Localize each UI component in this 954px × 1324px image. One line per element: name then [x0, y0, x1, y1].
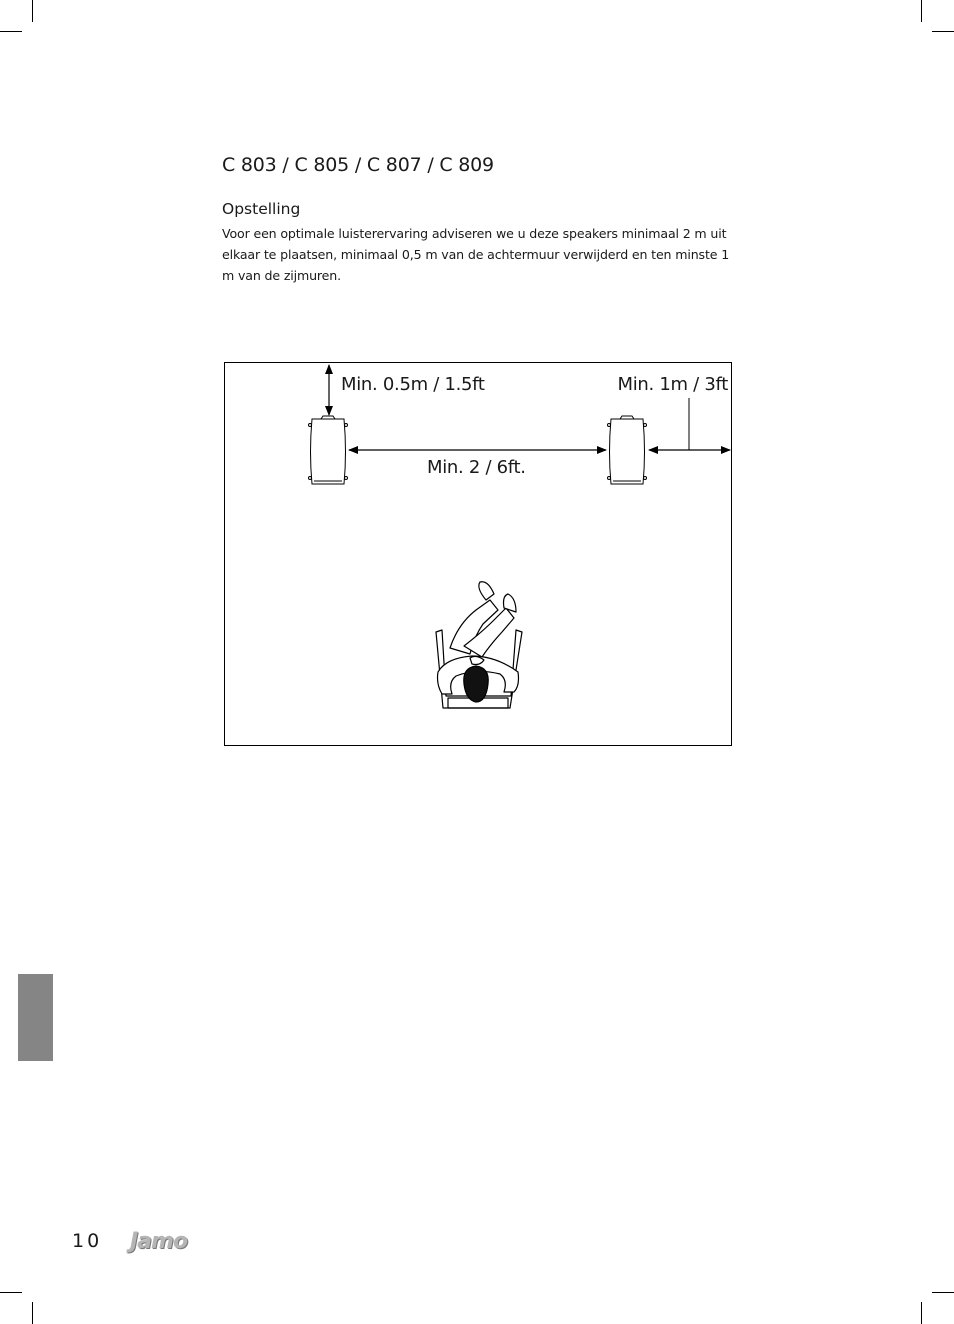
- crop-mark-top-left-h: [0, 31, 22, 32]
- crop-mark-bottom-left-h: [0, 1292, 22, 1293]
- body-paragraph: Voor een optimale luisterervaring adviseren we u deze speakers minimaal 2 m uit elkaar te plaatsen, minimaal 0,5 m van de achtermuur verwijderd en ten minste 1 m van de zijmuren.: [222, 226, 730, 283]
- back-wall-distance-label: Min. 0.5m / 1.5ft: [341, 374, 485, 395]
- page-number: 10: [72, 1230, 103, 1252]
- crop-mark-bottom-left-v: [32, 1302, 33, 1324]
- crop-mark-top-right-v: [921, 0, 922, 22]
- language-section-tab: [18, 974, 53, 1061]
- speaker-distance-label: Min. 2 / 6ft.: [427, 457, 526, 478]
- crop-mark-bottom-right-h: [932, 1292, 954, 1293]
- listener-in-chair-icon: [436, 582, 522, 708]
- crop-mark-top-right-h: [932, 31, 954, 32]
- speaker-right-icon: [608, 416, 647, 484]
- room-layout-svg: [224, 362, 732, 746]
- page-title: C 803 / C 805 / C 807 / C 809: [222, 154, 494, 176]
- speaker-placement-diagram: [224, 362, 732, 746]
- section-heading: Opstelling: [222, 200, 301, 218]
- speaker-left-icon: [309, 416, 348, 484]
- side-wall-distance-label: Min. 1m / 3ft: [617, 374, 728, 395]
- crop-mark-top-left-v: [32, 0, 33, 22]
- crop-mark-bottom-right-v: [921, 1302, 922, 1324]
- jamo-logo: Jamo: [130, 1229, 188, 1254]
